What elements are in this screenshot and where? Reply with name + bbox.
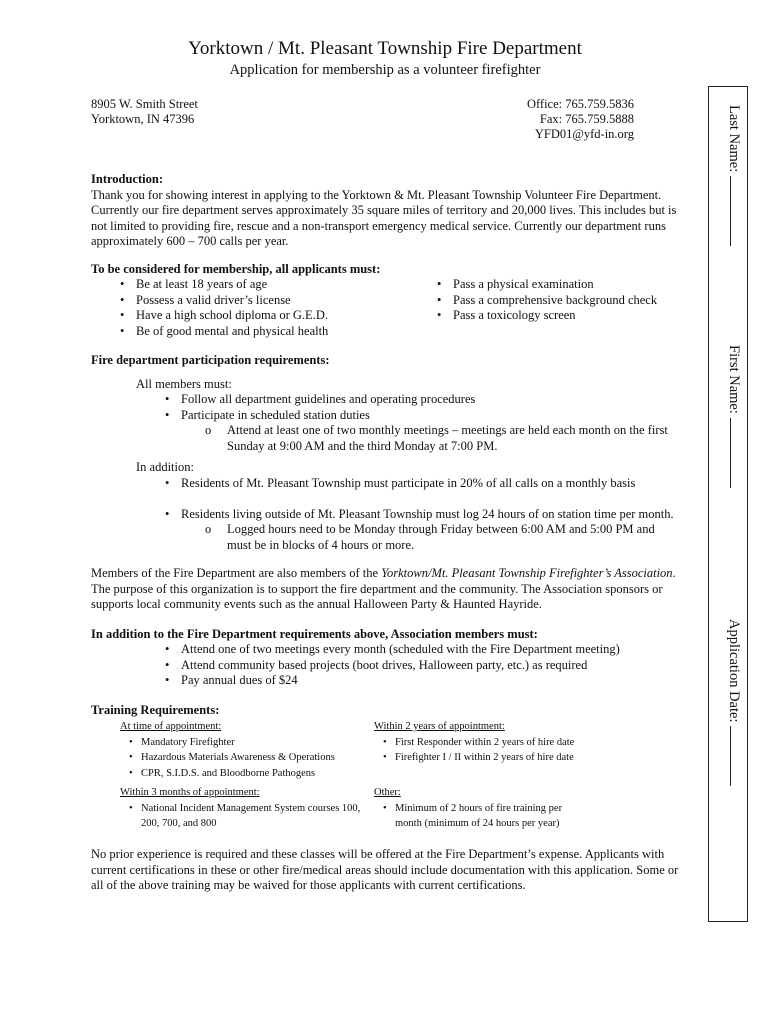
email-address: YFD01@yfd-in.org: [534, 127, 634, 141]
in-addition-label: In addition:: [136, 460, 194, 474]
list-item: • Have a high school diploma or G.E.D.: [120, 308, 420, 324]
first-name-field[interactable]: [725, 345, 742, 488]
application-date-line: [730, 726, 741, 786]
list-item: • Follow all department guidelines and operating procedures: [165, 392, 685, 408]
in-addition-list-2: [165, 507, 685, 523]
training-list: [383, 801, 584, 832]
association-heading: In addition to the Fire Department requirements above, Association members must:: [91, 627, 538, 641]
list-item: • Minimum of 2 hours of fire training per month (minimum of 24 hours per year): [383, 801, 584, 832]
list-item: • Hazardous Materials Awareness & Operations: [129, 750, 365, 766]
last-name-field[interactable]: [725, 105, 742, 246]
first-name-label: First Name:: [726, 345, 742, 414]
list-item: • Firefighter I / II within 2 years of hire date: [383, 750, 624, 766]
city-state-zip: Yorktown, IN 47396: [91, 112, 195, 126]
list-item: • Residents of Mt. Pleasant Township must participate in 20% of all calls on a monthly basis: [165, 476, 685, 492]
list-item: • CPR, S.I.D.S. and Bloodborne Pathogens: [129, 766, 365, 782]
list-item: • Attend community based projects (boot drives, Halloween party, etc.) as required: [165, 658, 685, 674]
sub-item-text: Logged hours need to be Monday through Friday between 6:00 AM and 5:00 PM and must be in blocks of 4 hours or more.: [227, 522, 655, 552]
office-phone: Office: 765.759.5836: [526, 97, 634, 111]
application-date-label: Application Date:: [726, 619, 742, 723]
closing-paragraph: No prior experience is required and these classes will be offered at the Fire Department’s expense. Applicants with current certifications in these or other fire/medical areas should include documentation with this application. Some or all of the above training may be waived for those applicants with current certifications.: [91, 847, 679, 892]
training-subheading: Within 3 months of appointment:: [120, 787, 260, 798]
first-name-line: [730, 418, 741, 488]
document-title: Yorktown / Mt. Pleasant Township Fire Department: [188, 38, 582, 59]
training-within-3-months: [120, 785, 365, 832]
street-address: 8905 W. Smith Street: [91, 97, 198, 111]
training-subheading: Within 2 years of appointment:: [374, 721, 505, 732]
contact-block: [527, 97, 634, 142]
association-text-start: Members of the Fire Department are also members of the: [91, 566, 382, 580]
list-item: • First Responder within 2 years of hire date: [383, 735, 624, 751]
document-subtitle: Application for membership as a volunteer firefighter: [229, 62, 541, 78]
association-list: [165, 642, 685, 689]
sub-item-text: Attend at least one of two monthly meetings – meetings are held each month on the first Sunday at 9:00 AM and the third Monday at 7:00 PM.: [227, 423, 668, 453]
list-item: • Pass a comprehensive background check: [437, 293, 697, 309]
training-within-2-years: [374, 719, 624, 766]
association-text-end: . The purpose of this organization is to support the fire department and the community. The Association sponsors or supports local community events such as the annual Halloween Party & Haunted Hayride.: [91, 566, 676, 611]
in-addition-list-1: [165, 476, 685, 492]
list-item: • Residents living outside of Mt. Pleasant Township must log 24 hours of on station time per month.: [165, 507, 685, 523]
list-item: • Pay annual dues of $24: [165, 673, 685, 689]
introduction-section: [91, 172, 681, 250]
participation-list: [165, 392, 685, 423]
training-subheading: Other:: [374, 787, 401, 798]
all-members-label: All members must:: [136, 377, 232, 391]
training-list: [129, 735, 365, 782]
association-name: Yorktown/Mt. Pleasant Township Firefighter’s Association: [381, 566, 673, 580]
list-item: • Mandatory Firefighter: [129, 735, 365, 751]
logged-hours-sub-item: [205, 522, 680, 553]
membership-list-right: [437, 277, 697, 324]
application-date-field[interactable]: [725, 619, 742, 786]
last-name-line: [730, 176, 741, 246]
list-item: • Pass a toxicology screen: [437, 308, 697, 324]
list-item: • Be of good mental and physical health: [120, 324, 420, 340]
participation-heading: Fire department participation requirements:: [91, 353, 330, 367]
meeting-sub-item: [205, 423, 680, 454]
address-block: [91, 97, 198, 127]
association-paragraph: [91, 566, 683, 613]
list-item: • Possess a valid driver’s license: [120, 293, 420, 309]
training-list: [129, 801, 365, 832]
list-item: • National Incident Management System courses 100, 200, 700, and 800: [129, 801, 365, 832]
list-item: • Pass a physical examination: [437, 277, 697, 293]
sub-bullet-marker: o: [205, 522, 212, 536]
sub-bullet-marker: o: [205, 423, 212, 437]
membership-list-left: [120, 277, 420, 339]
last-name-label: Last Name:: [726, 105, 742, 173]
introduction-text: Thank you for showing interest in applying to the Yorktown & Mt. Pleasant Township Volunteer Fire Department. Currently our fire department serves approximately 35 square miles of territory and 20,000 lives. This includes but is not limited to providing fire, rescue and a non-transport emergency medical service. Currently our department runs approximately 600 – 700 calls per year.: [91, 187, 677, 248]
list-item: • Participate in scheduled station duties: [165, 408, 685, 424]
training-at-appointment: [120, 719, 365, 781]
list-item: • Attend one of two meetings every month (scheduled with the Fire Department meeting): [165, 642, 685, 658]
introduction-heading: Introduction:: [91, 172, 164, 186]
training-other: [374, 785, 584, 832]
training-subheading: At time of appointment:: [120, 721, 222, 732]
applicant-info-sidebar: [708, 86, 748, 922]
fax-number: Fax: 765.759.5888: [539, 112, 634, 126]
training-list: [383, 735, 624, 766]
training-heading: Training Requirements:: [91, 703, 220, 717]
list-item: • Be at least 18 years of age: [120, 277, 420, 293]
membership-heading: To be considered for membership, all applicants must:: [91, 262, 381, 276]
